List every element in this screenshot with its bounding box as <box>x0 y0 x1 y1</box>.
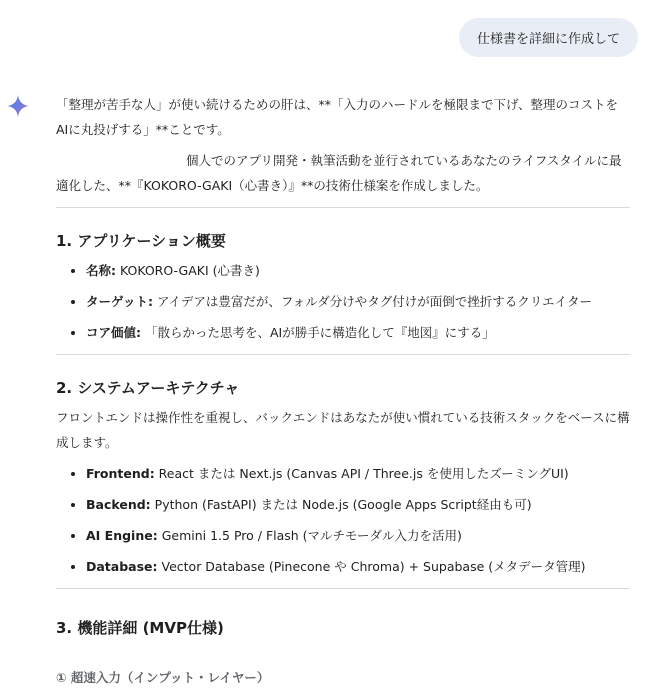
item-label: Database: <box>86 559 158 574</box>
user-message-bubble: 仕様書を詳細に作成して <box>459 18 638 57</box>
list-item <box>86 554 630 579</box>
item-text: アイデアは豊富だが、フォルダ分けやタグ付けが面倒で挫折するクリエイター <box>153 294 592 309</box>
user-message-row <box>459 18 638 57</box>
item-label: ターゲット: <box>86 294 153 309</box>
list-item <box>86 289 630 314</box>
divider <box>56 207 630 208</box>
list-item <box>86 461 630 486</box>
list-item <box>86 258 630 283</box>
subsection-title: ① 超速入力（インプット・レイヤー） <box>56 670 270 685</box>
item-text: Gemini 1.5 Pro / Flash (マルチモーダル入力を活用) <box>157 528 462 543</box>
list-item <box>86 523 630 548</box>
section-title: 2. システムアーキテクチャ <box>56 379 240 397</box>
response-intro-2: 個人でのアプリ開発・執筆活動を並行されているあなたのライフスタイルに最適化した、**『KOKORO-GAKI（心書き）』**の技術仕様案を作成しました。 <box>56 153 622 193</box>
item-text: Vector Database (Pinecone や Chroma) + Supabase (メタデータ管理) <box>157 559 586 574</box>
item-label: Backend: <box>86 497 151 512</box>
divider <box>56 354 630 355</box>
item-label: Frontend: <box>86 466 155 481</box>
section-title: 3. 機能詳細 (MVP仕様) <box>56 619 224 637</box>
section-list <box>56 461 630 579</box>
gemini-sparkle-icon <box>6 94 30 118</box>
list-item <box>86 492 630 517</box>
assistant-response <box>56 92 630 690</box>
response-intro: 「整理が苦手な人」が使い続けるための肝は、**「入力のハードルを極限まで下げ、整理のコストをAIに丸投げする」**ことです。 <box>56 97 619 137</box>
divider <box>56 588 630 589</box>
item-label: 名称: <box>86 263 116 278</box>
item-text: Python (FastAPI) または Node.js (Google Apps Script経由も可) <box>150 497 532 512</box>
item-label: コア価値: <box>86 325 141 340</box>
item-label: AI Engine: <box>86 528 158 543</box>
section-list <box>56 258 630 345</box>
section-description: フロントエンドは操作性を重視し、バックエンドはあなたが使い慣れている技術スタックをベースに構成します。 <box>56 410 630 450</box>
item-text: KOKORO-GAKI (心書き) <box>116 263 260 278</box>
list-item <box>86 320 630 345</box>
item-text: React または Next.js (Canvas API / Three.js を使用したズーミングUI) <box>154 466 569 481</box>
section-title: 1. アプリケーション概要 <box>56 232 226 250</box>
item-text: 「散らかった思考を、AIが勝手に構造化して『地図』にする」 <box>141 325 495 340</box>
